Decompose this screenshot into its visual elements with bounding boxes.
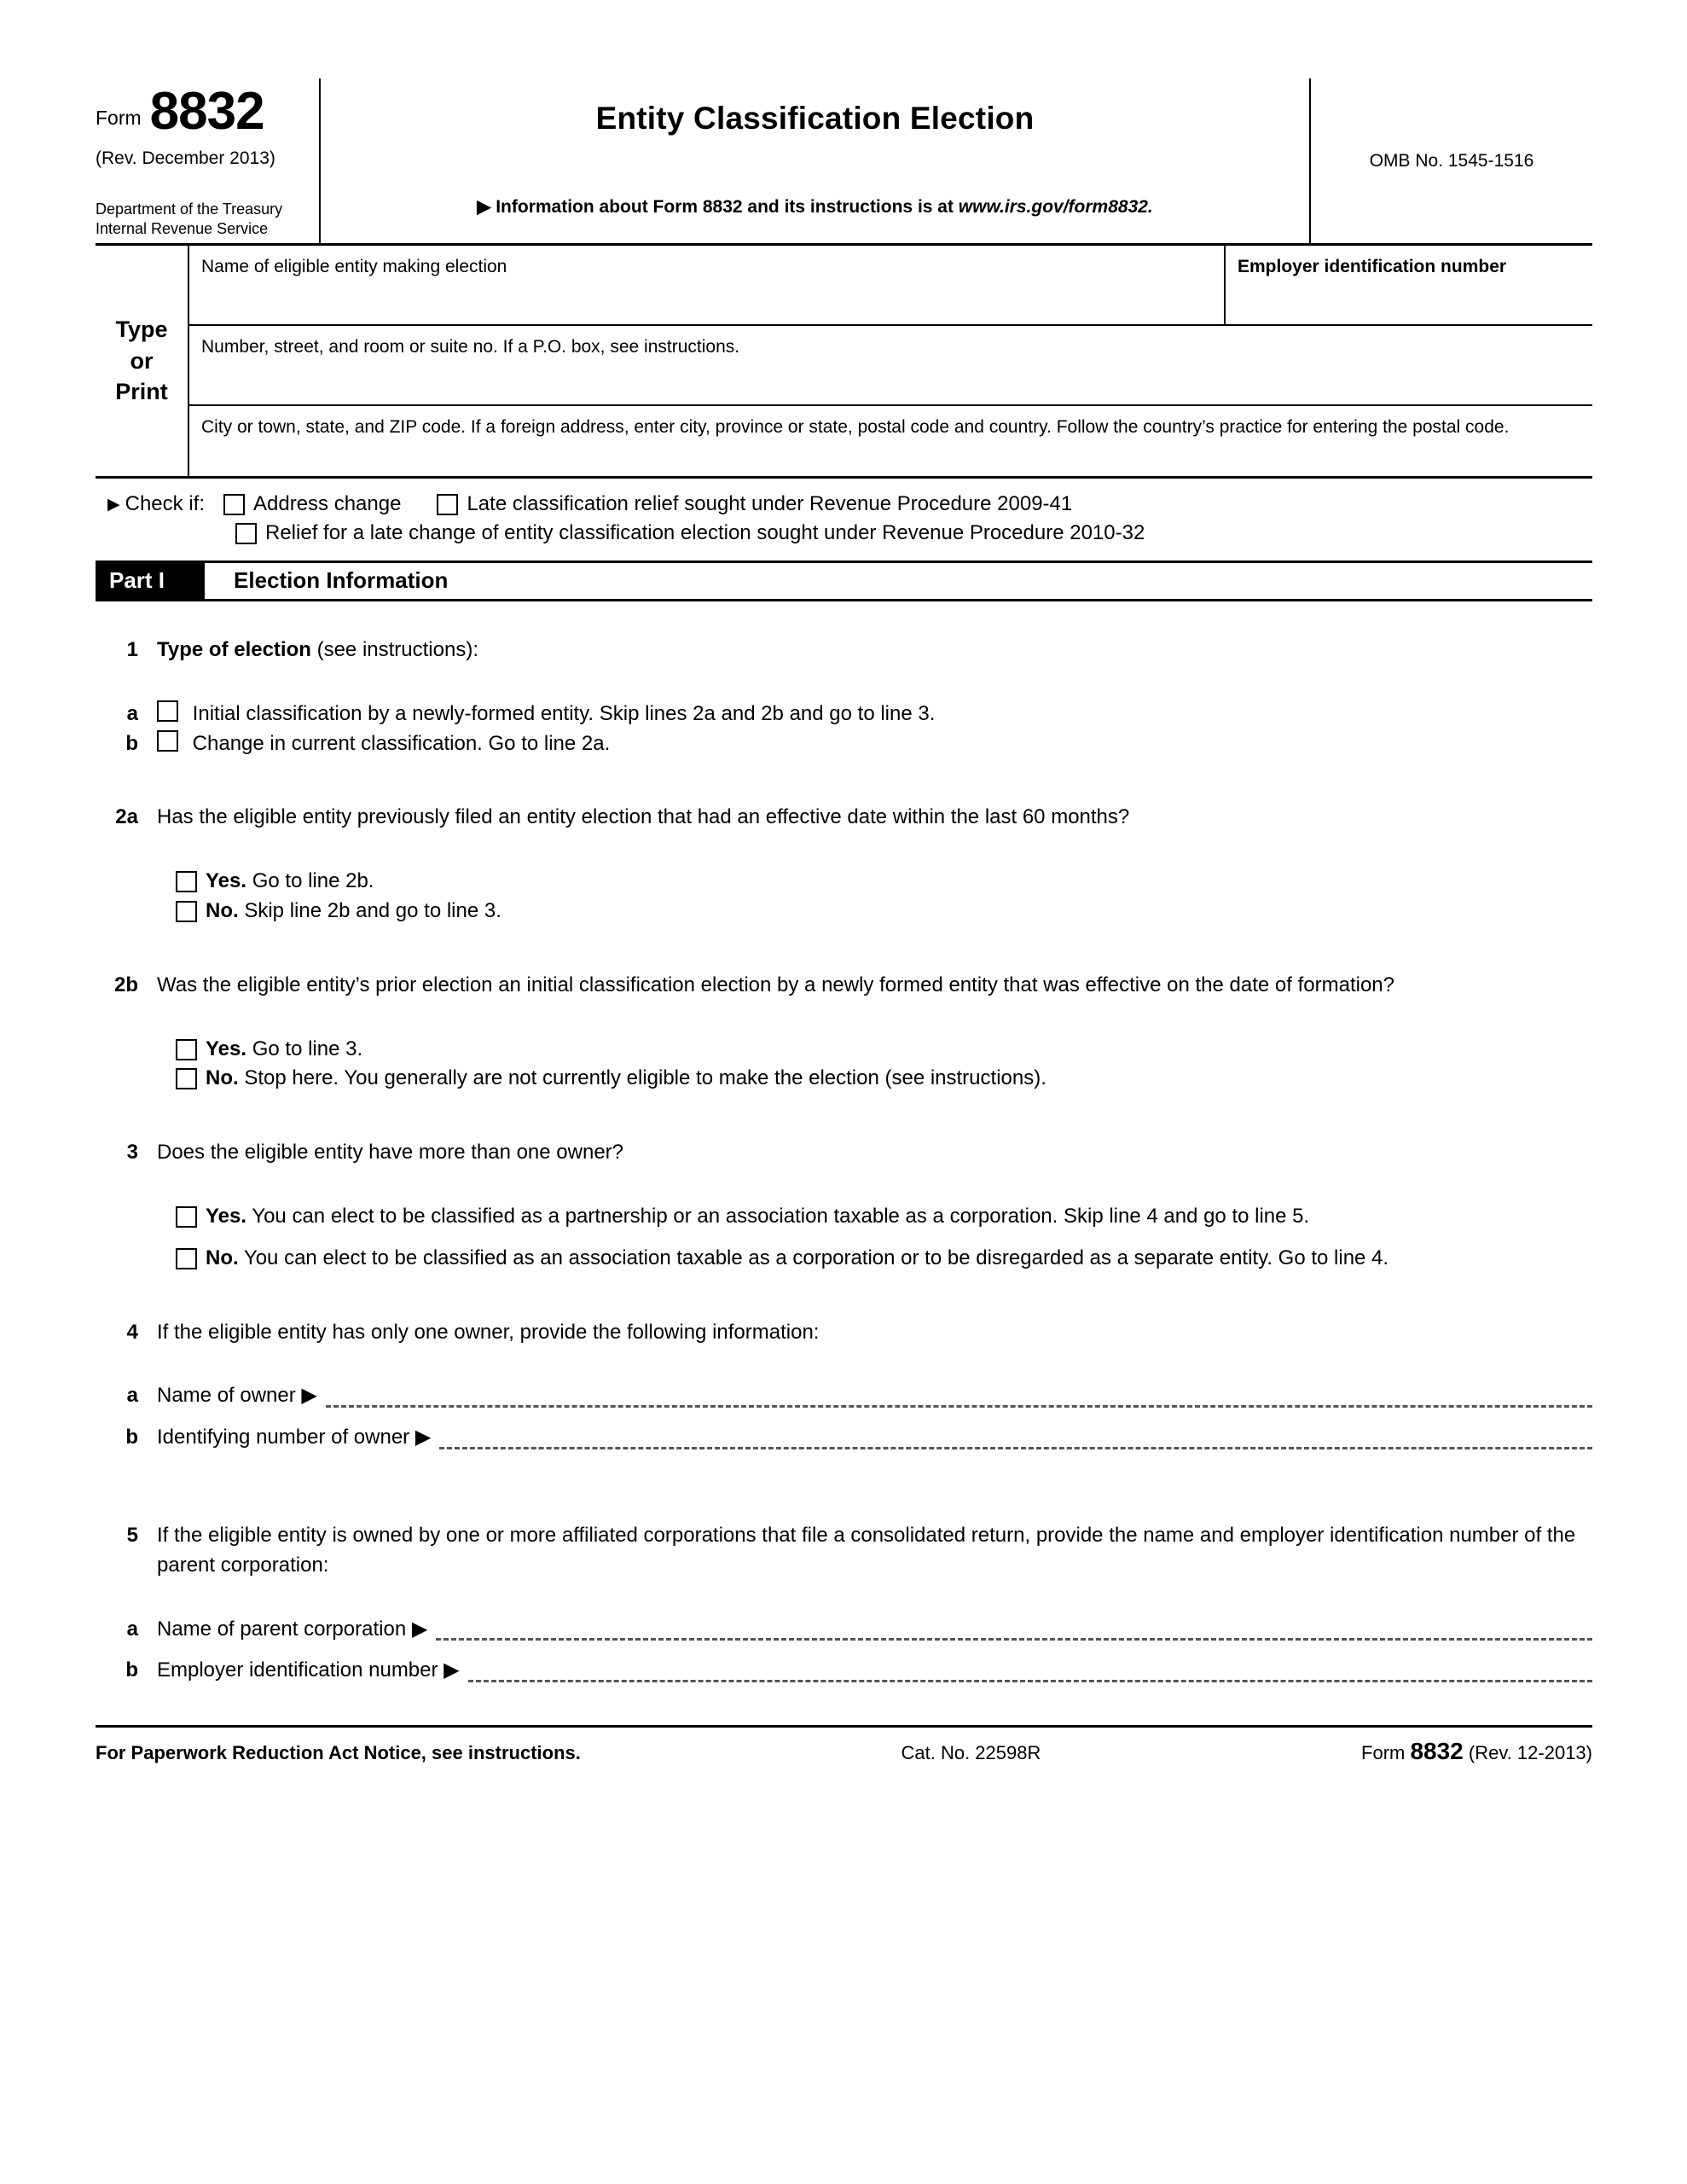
instructions-url[interactable]: www.irs.gov/form8832. <box>958 197 1153 217</box>
line-1-bold-text: Type of election <box>157 638 311 661</box>
checkbox-2a-yes[interactable] <box>176 871 197 892</box>
line-3-yes <box>176 1202 1592 1232</box>
line-5b-number: b <box>125 1658 138 1682</box>
right-arrow-icon: ▶ <box>107 495 120 514</box>
line-5a-field[interactable] <box>157 1615 1592 1645</box>
line-4a-field[interactable] <box>157 1381 1592 1411</box>
line-2a-text: Has the eligible entity previously filed an entity election that had an effective date within the last 60 months? <box>157 805 1130 829</box>
type-or-print-line-2: or <box>130 347 154 374</box>
line-4a-number: a <box>126 1384 138 1408</box>
instructions-pointer <box>333 196 1297 218</box>
right-arrow-icon: ▶ <box>477 197 491 217</box>
line-1b-number: b <box>125 731 138 755</box>
checkbox-2a-no[interactable] <box>176 901 197 922</box>
instructions-text: Information about Form 8832 and its instructions is at <box>496 197 959 217</box>
line-2b-no <box>176 1064 1592 1094</box>
street-field[interactable] <box>189 326 1592 404</box>
line-5b-input[interactable] <box>468 1658 1592 1682</box>
checkbox-3-no[interactable] <box>176 1248 197 1269</box>
checkbox-change-classification[interactable] <box>157 730 178 752</box>
issuing-department <box>96 200 319 238</box>
line-3 <box>96 1138 1592 1168</box>
form-identifier <box>96 82 319 141</box>
line-2a-no-rest: Skip line 2b and go to line 3. <box>244 898 501 922</box>
name-and-ein-row <box>189 246 1592 326</box>
line-4b-number: b <box>125 1426 138 1449</box>
form-header <box>96 78 1592 246</box>
entity-address-block <box>96 246 1592 479</box>
line-1-number: 1 <box>126 638 138 661</box>
line-2b-yes <box>176 1035 1592 1065</box>
form-number: 8832 <box>149 82 264 141</box>
paperwork-notice: For Paperwork Reduction Act Notice, see instructions. <box>96 1742 581 1764</box>
label-late-classification-relief: Late classification relief sought under Revenue Procedure 2009-41 <box>467 492 1073 515</box>
line-3-yes-bold: Yes. <box>206 1204 247 1228</box>
line-1 <box>96 636 1592 665</box>
footer-form-identifier <box>1361 1738 1592 1765</box>
line-2b-no-bold: No. <box>206 1066 239 1090</box>
line-5b-label: Employer identification number ▶ <box>157 1658 460 1682</box>
line-5-text: If the eligible entity is owned by one or more affiliated corporations that file a consolidated return, provide the name and employer identification number of the parent corporation: <box>157 1523 1576 1577</box>
form-sheet <box>96 78 1592 1765</box>
line-3-yes-rest: You can elect to be classified as a partnership or an association taxable as a corporation. Skip line 4 and go to line 5. <box>252 1204 1310 1228</box>
line-3-text: Does the eligible entity have more than one owner? <box>157 1141 624 1165</box>
checkbox-3-yes[interactable] <box>176 1206 197 1228</box>
department-line-2: Internal Revenue Service <box>96 219 269 237</box>
line-4 <box>96 1318 1592 1348</box>
line-4-number: 4 <box>126 1320 138 1344</box>
line-4-text: If the eligible entity has only one owner, provide the following information: <box>157 1320 820 1344</box>
city-state-zip-field[interactable] <box>189 406 1592 476</box>
line-1a-number: a <box>126 701 138 725</box>
street-label: Number, street, and room or suite no. If a P.O. box, see instructions. <box>201 337 740 357</box>
check-if-row-1 <box>107 492 1592 516</box>
line-2a-no <box>176 897 1592 926</box>
check-if-row-2 <box>235 521 1592 545</box>
line-5b <box>96 1656 1592 1686</box>
line-1a-option <box>157 700 1592 729</box>
line-4a <box>96 1381 1592 1411</box>
line-3-no-rest: You can elect to be classified as an association taxable as a corporation or to be disregarded as a separate entity. Go to line 4. <box>243 1246 1389 1269</box>
form-revision-date: (Rev. December 2013) <box>96 148 275 168</box>
checkbox-2b-no[interactable] <box>176 1068 197 1089</box>
omb-number: OMB No. 1545-1516 <box>1369 150 1534 171</box>
line-5a-number: a <box>126 1617 138 1641</box>
type-or-print-line-3: Print <box>115 379 168 405</box>
part-title: Election Information <box>234 567 449 593</box>
line-2b <box>96 971 1592 1001</box>
checkbox-address-change[interactable] <box>223 494 245 515</box>
line-1b <box>96 729 1592 759</box>
footer-form-word: Form <box>1361 1742 1406 1764</box>
part-one-banner <box>96 561 1592 601</box>
line-1b-option <box>157 729 1592 759</box>
line-1b-text: Change in current classification. Go to line 2a. <box>192 731 611 755</box>
line-2b-text: Was the eligible entity’s prior election an initial classification election by a newly formed entity that was effective on the date of formation? <box>157 973 1394 996</box>
line-5a <box>96 1615 1592 1645</box>
entity-name-field[interactable] <box>189 246 1224 324</box>
street-row <box>189 326 1592 406</box>
line-5b-field[interactable] <box>157 1656 1592 1686</box>
catalog-number: Cat. No. 22598R <box>901 1742 1041 1764</box>
line-2a <box>96 803 1592 833</box>
form-word-label: Form <box>96 107 142 129</box>
line-1-text <box>157 636 1592 665</box>
line-2b-yes-bold: Yes. <box>206 1037 247 1060</box>
line-2b-number: 2b <box>113 973 138 996</box>
line-4a-label: Name of owner ▶ <box>157 1384 317 1408</box>
form-body <box>96 601 1592 1710</box>
line-4b-input[interactable] <box>439 1425 1592 1449</box>
line-2a-yes-bold: Yes. <box>206 869 247 893</box>
city-row <box>189 406 1592 476</box>
part-tag: Part I <box>96 563 205 599</box>
line-2a-yes <box>176 867 1592 897</box>
line-2b-no-rest: Stop here. You generally are not currently eligible to make the election (see instructions). <box>244 1066 1046 1090</box>
line-1a-text: Initial classification by a newly-formed entity. Skip lines 2a and 2b and go to line 3. <box>192 701 936 725</box>
line-3-no <box>176 1244 1592 1274</box>
line-2b-yes-rest: Go to line 3. <box>252 1037 363 1060</box>
line-2a-no-bold: No. <box>206 898 239 922</box>
line-1-rest-text: (see instructions): <box>316 638 478 661</box>
label-address-change: Address change <box>253 492 402 515</box>
checkbox-2b-yes[interactable] <box>176 1039 197 1060</box>
line-3-number: 3 <box>126 1141 138 1165</box>
city-state-zip-label: City or town, state, and ZIP code. If a foreign address, enter city, province or state, postal code and country. Follow the country’s practice for entering the postal code. <box>201 417 1510 437</box>
line-2a-yes-rest: Go to line 2b. <box>252 869 374 893</box>
line-5 <box>96 1521 1592 1581</box>
line-5a-input[interactable] <box>436 1616 1592 1641</box>
header-left-block <box>96 78 319 243</box>
line-4b-field[interactable] <box>157 1423 1592 1453</box>
address-rows <box>189 246 1592 476</box>
type-or-print-line-1: Type <box>115 317 168 343</box>
line-2a-number: 2a <box>115 805 138 829</box>
check-if-section <box>96 479 1592 554</box>
checkbox-late-change-relief[interactable] <box>235 523 257 544</box>
form-footer <box>96 1725 1592 1765</box>
line-5-number: 5 <box>126 1523 138 1547</box>
line-4b <box>96 1423 1592 1453</box>
footer-revision: (Rev. 12-2013) <box>1468 1742 1592 1764</box>
header-title-block <box>319 78 1311 243</box>
label-late-change-relief: Relief for a late change of entity classification election sought under Revenue Procedure 2010-32 <box>265 521 1145 544</box>
line-4a-input[interactable] <box>326 1383 1592 1408</box>
ein-label: Employer identification number <box>1238 257 1507 276</box>
entity-name-label: Name of eligible entity making election <box>201 257 507 276</box>
checkbox-initial-classification[interactable] <box>157 700 178 722</box>
line-1a <box>96 700 1592 729</box>
line-4b-label: Identifying number of owner ▶ <box>157 1426 432 1449</box>
ein-field[interactable] <box>1224 246 1592 324</box>
check-if-prefix: Check if: <box>125 492 205 515</box>
footer-form-number: 8832 <box>1410 1738 1464 1765</box>
checkbox-late-classification-relief[interactable] <box>437 494 458 515</box>
department-line-1: Department of the Treasury <box>96 200 283 218</box>
type-or-print-label <box>96 246 189 476</box>
page-title: Entity Classification Election <box>595 101 1035 136</box>
line-5a-label: Name of parent corporation ▶ <box>157 1617 428 1641</box>
line-3-no-bold: No. <box>206 1246 239 1269</box>
